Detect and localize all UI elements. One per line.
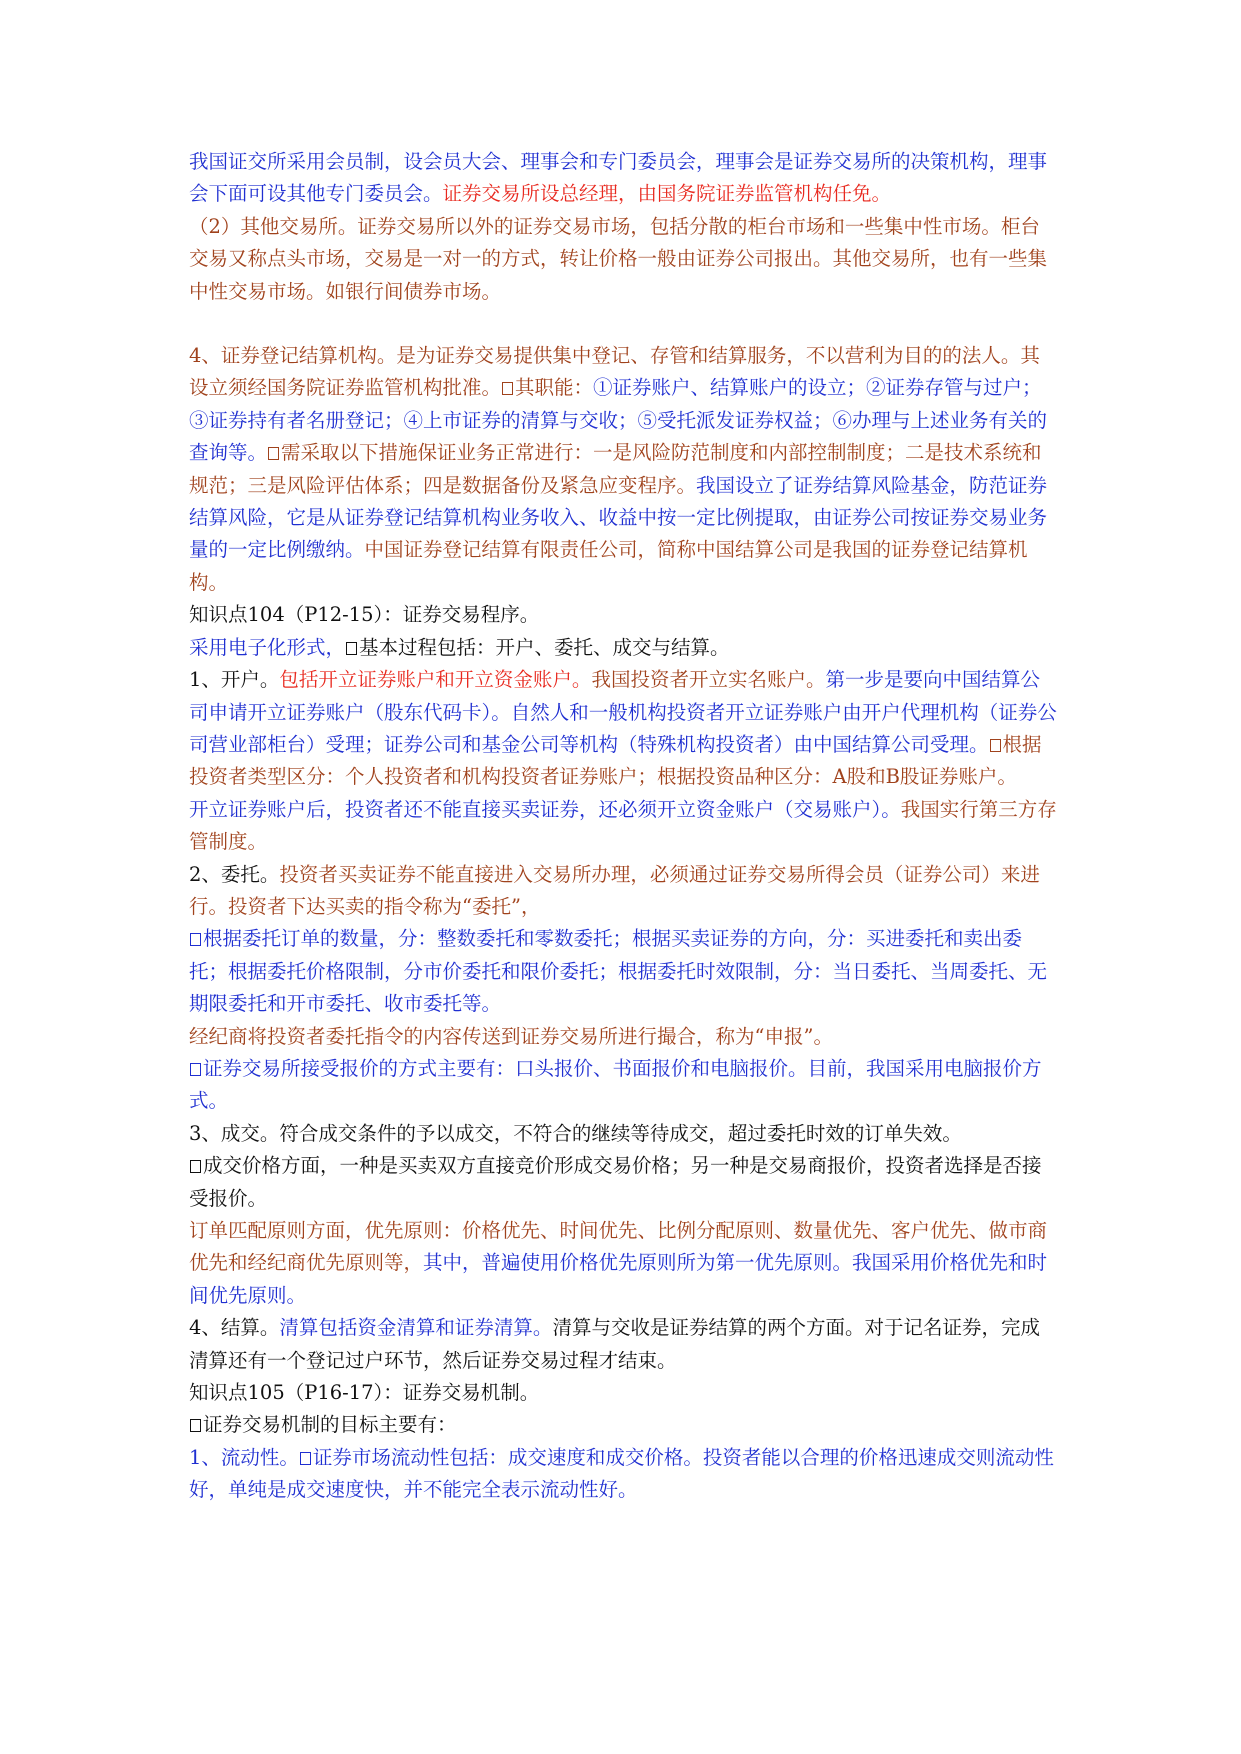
text-run: 第一步是要向中国结算公司申请开立证券账户（股东代码卡）。自然人和一般机构投资者开立证券账户由开户代理机构（证券公司营业部柜台）受理；证券公司和基金公司等机构（特殊机构投资者）由中国结算公司受理。	[189, 668, 1057, 756]
text-run: （2）其他交易所。证券交易所以外的证券交易市场，包括分散的柜台市场和一些集中性市场。柜台交易又称点头市场，交易是一对一的方式，转让价格一般由证券公司报出。其他交易所，也有一些集中性交易市场。如银行间债券市场。	[189, 214, 1048, 303]
paragraph	[189, 599, 1059, 631]
text-run: 1、开户。	[189, 668, 280, 692]
paragraph	[189, 1442, 1059, 1507]
text-run: 证券交易所设总经理，由国务院证券监管机构任免。	[442, 182, 892, 206]
text-run: 4、结算。	[189, 1316, 280, 1340]
text-run: 证券交易所接受报价的方式主要有：口头报价、书面报价和电脑报价。目前，我国采用电脑报价方式。	[189, 1056, 1042, 1113]
document-body	[189, 146, 1059, 1507]
text-run: 2、委托。	[189, 862, 280, 886]
paragraph-spacer	[189, 308, 1059, 340]
checkbox-glyph-icon	[990, 739, 1001, 752]
text-run: 3、成交。符合成交条件的予以成交，不符合的继续等待成交，超过委托时效的订单失效。	[189, 1121, 962, 1145]
paragraph	[189, 1377, 1059, 1409]
checkbox-glyph-icon	[190, 1419, 201, 1432]
text-run: 清算与交收是证券结算的两个方面。对于记名证券，完成清算还有一个登记过户环节，然后证券交易过程才结束。	[189, 1316, 1040, 1372]
paragraph	[189, 632, 1059, 664]
text-run: 采用电子化形式，	[189, 635, 346, 659]
text-run: 开立证券账户后，投资者还不能直接买卖证券，还必须开立资金账户（交易账户）。	[189, 797, 901, 821]
paragraph	[189, 1312, 1059, 1377]
checkbox-glyph-icon	[190, 1063, 201, 1076]
checkbox-glyph-icon	[300, 1452, 311, 1465]
checkbox-glyph-icon	[190, 933, 201, 946]
paragraph	[189, 340, 1059, 599]
paragraph	[189, 1053, 1059, 1118]
text-run: 经纪商将投资者委托指令的内容传送到证券交易所进行撮合，称为“申报”。	[189, 1024, 833, 1048]
text-run: 投资者买卖证券不能直接进入交易所办理，必须通过证券交易所得会员（证券公司）来进行。投资者下达买卖的指令称为“委托”，	[189, 862, 1040, 918]
text-run: 其职能：	[515, 376, 594, 400]
checkbox-glyph-icon	[190, 1160, 201, 1173]
text-run: 我国实行第三方存管制度。	[189, 797, 1057, 854]
text-run: 根据委托订单的数量，分：整数委托和零数委托；根据买卖证券的方向，分：买进委托和卖出委托；根据委托价格限制，分市价委托和限价委托；根据委托时效限制，分：当日委托、当周委托、无期限委托和开市委托、收市委托等。	[189, 927, 1048, 1016]
paragraph	[189, 859, 1059, 924]
text-run: 清算包括资金清算和证券清算。	[279, 1316, 553, 1340]
text-run: 其中，普遍使用价格优先原则所为第一优先原则。我国采用价格优先和时间优先原则。	[189, 1251, 1048, 1307]
text-run: 我国证交所采用会员制，设会员大会、理事会和专门委员会，理事会是证券交易所的决策机构，理事会下面可设其他专门委员会。	[189, 150, 1048, 206]
checkbox-glyph-icon	[502, 382, 513, 395]
text-run: 知识点105（P16-17）：证券交易机制。	[189, 1381, 540, 1405]
text-run: 证券市场流动性包括：成交速度和成交价格。投资者能以合理的价格迅速成交则流动性好，单纯是成交速度快，并不能完全表示流动性好。	[189, 1445, 1054, 1502]
paragraph	[189, 1409, 1059, 1441]
paragraph	[189, 146, 1059, 211]
text-run: 包括开立证券账户和开立资金账户。	[279, 668, 592, 692]
text-run: 需采取以下措施保证业务正常进行：一是风险防范制度和内部控制制度；二是技术系统和规范；三是风险评估体系；四是数据备份及紧急应变程序。	[189, 441, 1042, 497]
paragraph	[189, 1215, 1059, 1312]
text-run: 订单匹配原则方面，优先原则：价格优先、时间优先、比例分配原则、数量优先、客户优先、做市商优先和经纪商优先原则等，	[189, 1219, 1048, 1275]
paragraph	[189, 1118, 1059, 1150]
paragraph	[189, 1021, 1059, 1053]
text-run: 成交价格方面，一种是买卖双方直接竞价形成交易价格；另一种是交易商报价，投资者选择是否接受报价。	[189, 1154, 1042, 1210]
paragraph	[189, 1150, 1059, 1215]
checkbox-glyph-icon	[268, 447, 279, 460]
text-run: 1、流动性。	[189, 1445, 299, 1469]
paragraph	[189, 664, 1059, 794]
text-run: 4、证券登记结算机构。是为证券交易提供集中登记、存管和结算服务，不以营利为目的的法人。其设立须经国务院证券监管机构批准。	[189, 344, 1040, 400]
paragraph	[189, 794, 1059, 859]
text-run: 我国设立了证券结算风险基金，防范证券结算风险，它是从证券登记结算机构业务收入、收益中按一定比例提取，由证券公司按证券交易业务量的一定比例缴纳。	[189, 473, 1048, 562]
text-run: 我国投资者开立实名账户。	[591, 668, 826, 692]
text-run: 基本过程包括：开户、委托、成交与结算。	[359, 635, 730, 659]
text-run: 知识点104（P12-15）：证券交易程序。	[189, 603, 540, 627]
text-run: ①证券账户、结算账户的设立；②证券存管与过户；③证券持有者名册登记；④上市证券的清算与交收；⑤受托派发证券权益；⑥办理与上述业务有关的查询等。	[189, 376, 1048, 465]
text-run: 证券交易机制的目标主要有：	[203, 1413, 457, 1437]
checkbox-glyph-icon	[346, 642, 357, 655]
paragraph	[189, 211, 1059, 308]
paragraph	[189, 923, 1059, 1020]
text-run: 中国证券登记结算有限责任公司，简称中国结算公司是我国的证券登记结算机构。	[189, 538, 1028, 594]
text-run: 根据投资者类型区分：个人投资者和机构投资者证券账户；根据投资品种区分：A股和B股证券账户。	[189, 732, 1042, 789]
